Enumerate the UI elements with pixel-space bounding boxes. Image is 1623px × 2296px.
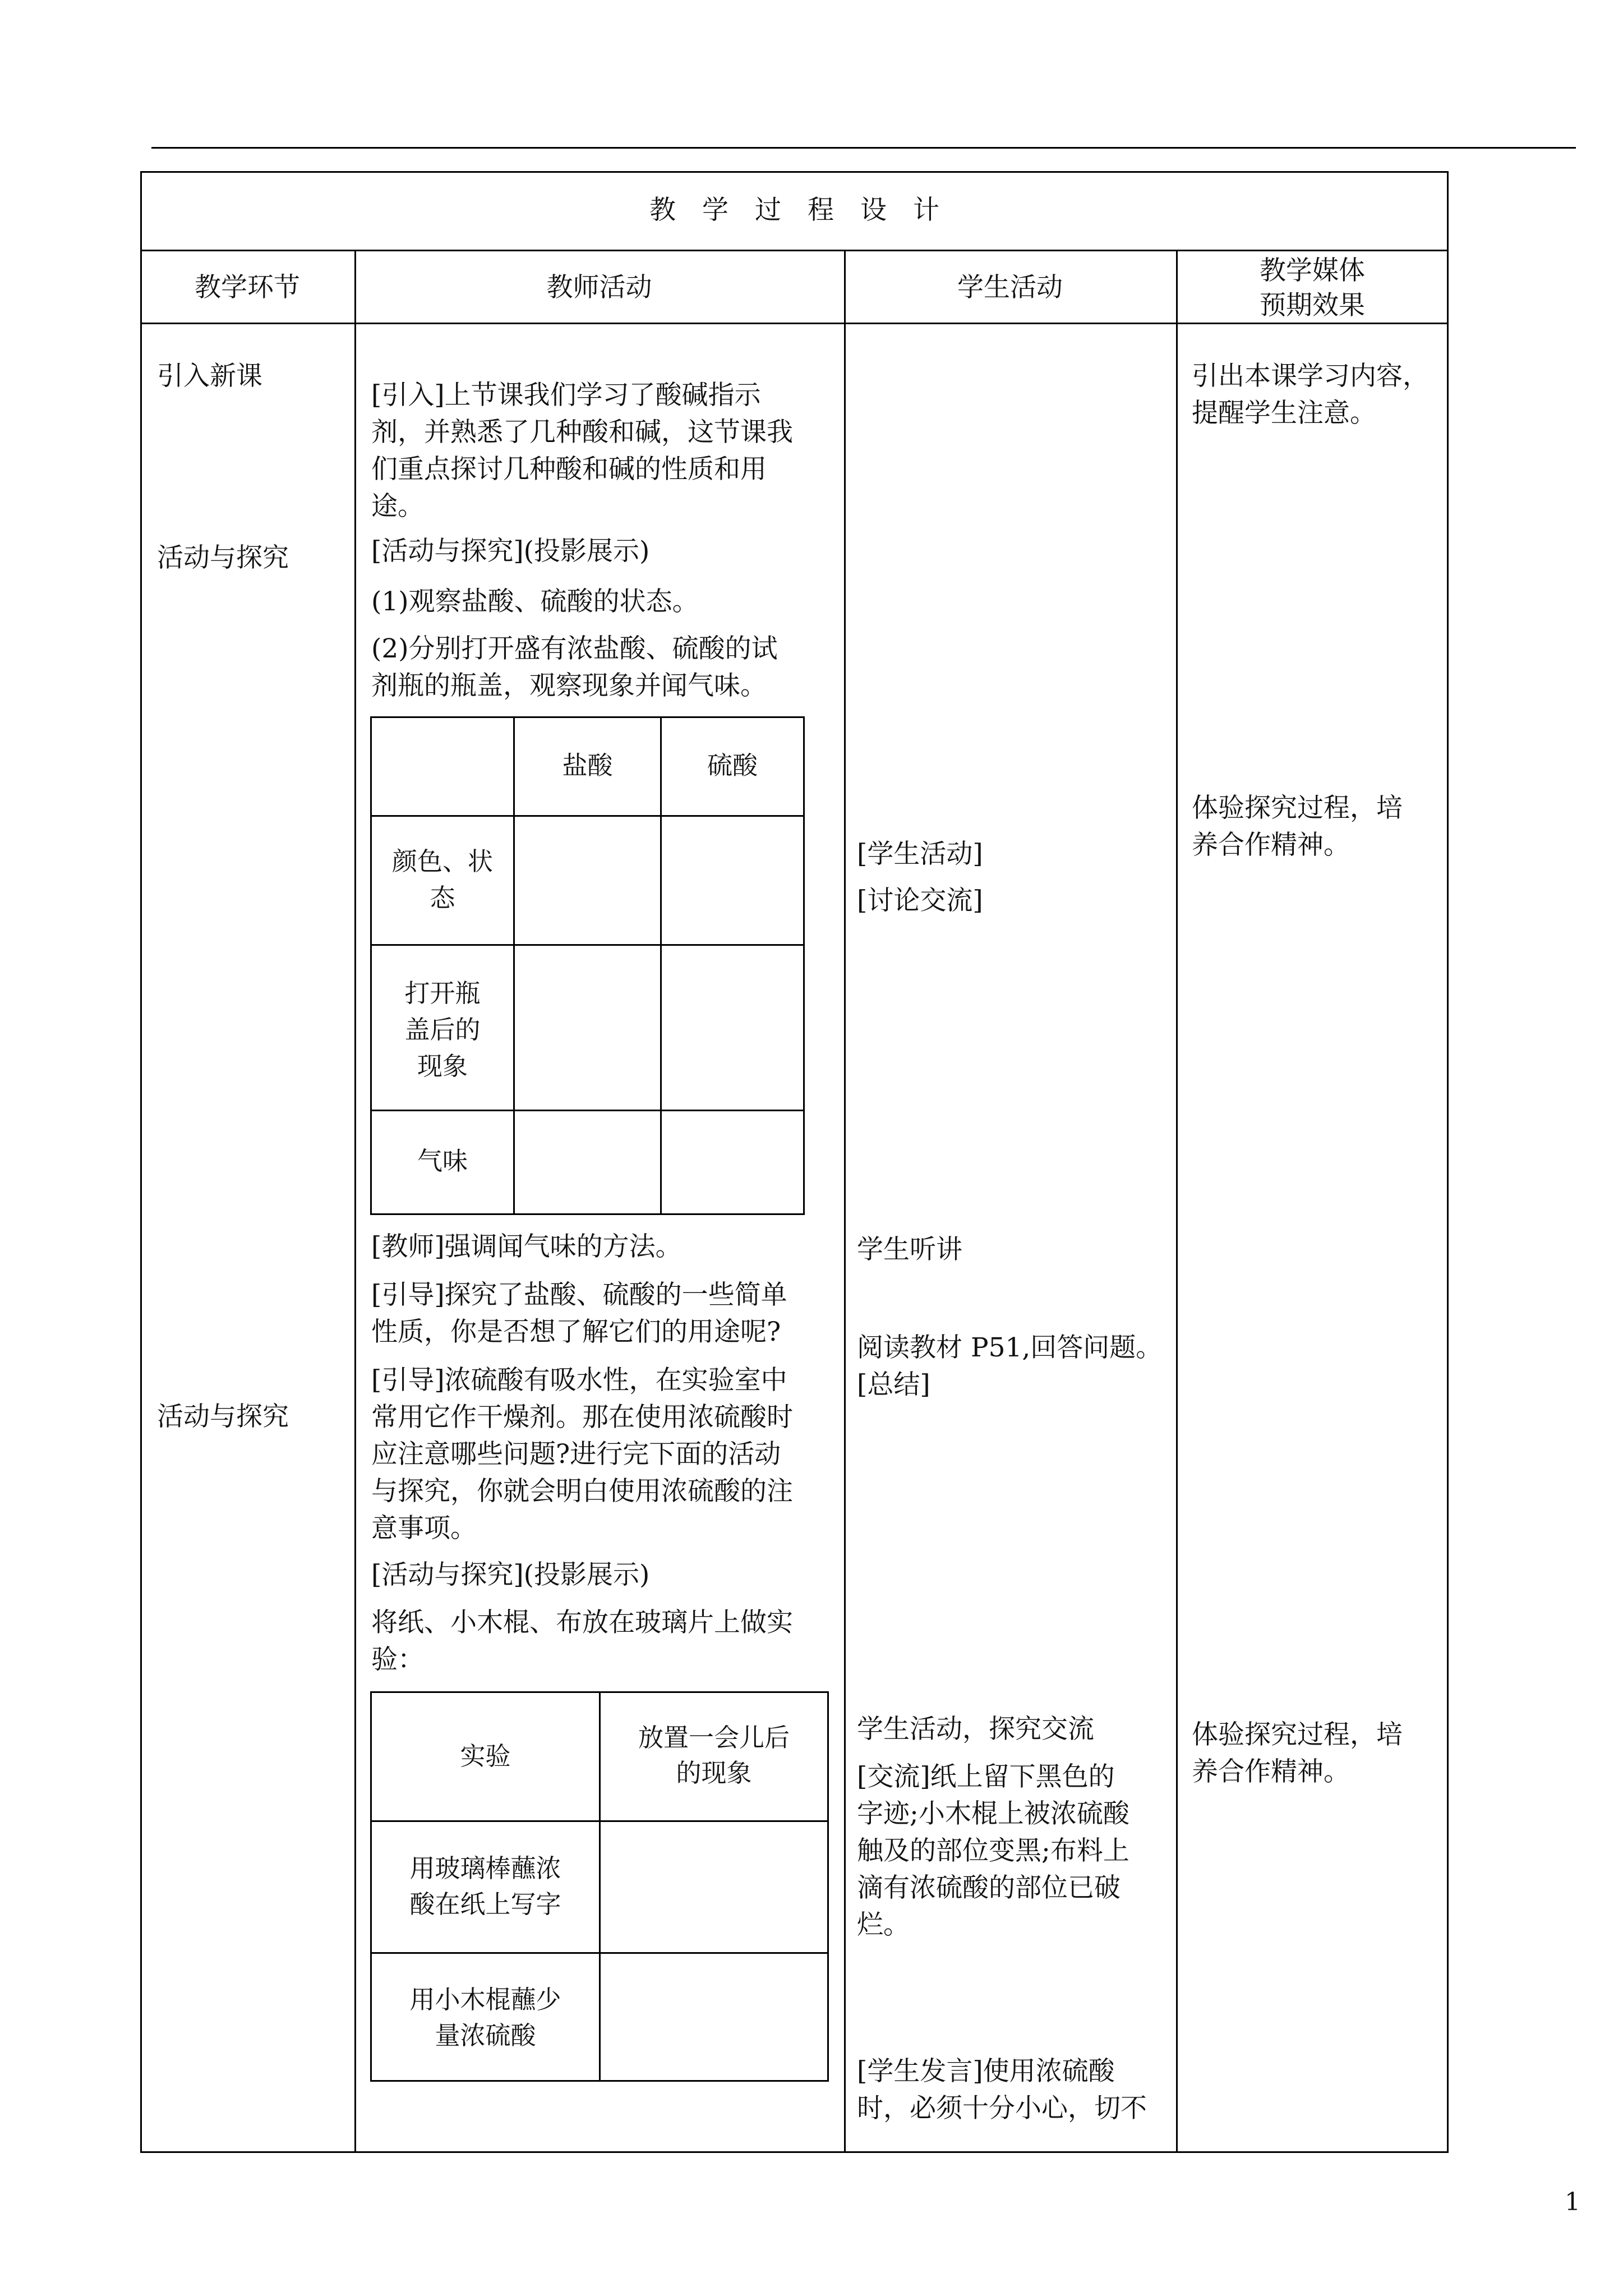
activity1-step2-line2: 剂瓶的瓶盖，观察现象并闻气味。 xyxy=(371,670,767,701)
activity2-title: [活动与探究](投影展示) xyxy=(371,1559,650,1590)
student-exchange-line2: 字迹;小木棍上被浓硫酸 xyxy=(857,1798,1129,1829)
t1-row1-label-line2: 态 xyxy=(430,883,455,913)
t1-line-h4 xyxy=(370,1213,805,1215)
t2-row2-label-line1: 用小木棍蘸少 xyxy=(409,1985,561,2014)
t1-row2-label-line3: 现象 xyxy=(417,1051,468,1081)
guide2-line1: [引导]浓硫酸有吸水性，在实验室中 xyxy=(371,1365,787,1396)
header-student: 学生活动 xyxy=(957,272,1063,303)
page-number: 1 xyxy=(1565,2188,1580,2216)
stage-activity-1: 活动与探究 xyxy=(157,542,289,573)
media-effect2-line2: 养合作精神。 xyxy=(1192,830,1350,861)
guide1-line2: 性质，你是否想了解它们的用途呢? xyxy=(371,1317,781,1347)
col-divider-2 xyxy=(844,250,846,2153)
media-effect1-line1: 引出本课学习内容， xyxy=(1192,361,1429,392)
t1-row1-label-line1: 颜色、状 xyxy=(391,846,493,876)
t2-header-experiment: 实验 xyxy=(460,1741,511,1771)
teacher-note: [教师]强调闻气味的方法。 xyxy=(371,1231,682,1262)
activity1-step1: (1)观察盐酸、硫酸的状态。 xyxy=(371,586,699,617)
header-media-line2: 预期效果 xyxy=(1260,290,1365,321)
media-effect3-line1: 体验探究过程，培 xyxy=(1192,1719,1403,1750)
t1-line-h0 xyxy=(370,716,805,718)
student-read: 阅读教材 P51,回答问题。 xyxy=(857,1332,1163,1363)
header-teacher: 教师活动 xyxy=(546,272,652,303)
student-discuss: [讨论交流] xyxy=(857,885,983,916)
t1-line-h2 xyxy=(370,944,805,946)
col-divider-3 xyxy=(1176,250,1178,2153)
student-explore: 学生活动，探究交流 xyxy=(857,1714,1094,1745)
guide2-line3: 应注意哪些问题?进行完下面的活动 xyxy=(371,1439,781,1470)
t2-line-v2 xyxy=(827,1691,829,2082)
student-exchange-line3: 触及的部位变黑;布料上 xyxy=(857,1835,1129,1866)
t1-line-v0 xyxy=(370,716,372,1215)
stage-activity-2: 活动与探究 xyxy=(157,1401,289,1432)
student-exchange-line4: 滴有浓硫酸的部位已破 xyxy=(857,1872,1121,1903)
media-effect3-line2: 养合作精神。 xyxy=(1192,1756,1350,1787)
activity2-intro-line2: 验： xyxy=(371,1644,424,1675)
t2-row2-label-line2: 量浓硫酸 xyxy=(435,2021,536,2050)
student-speak-line2: 时，必须十分小心，切不 xyxy=(857,2093,1147,2124)
header-media-line1: 教学媒体 xyxy=(1260,255,1365,286)
header-stage: 教学环节 xyxy=(195,272,300,303)
table-title-divider xyxy=(140,250,1449,251)
activity2-intro-line1: 将纸、小木棍、布放在玻璃片上做实 xyxy=(371,1607,793,1638)
t2-header-result-line2: 的现象 xyxy=(676,1758,752,1788)
teacher-intro-line1: [引入]上节课我们学习了酸碱指示 xyxy=(371,380,761,411)
student-exchange-line1: [交流]纸上留下黑色的 xyxy=(857,1761,1115,1792)
student-exchange-line5: 烂。 xyxy=(857,1910,910,1940)
t1-line-v1 xyxy=(513,716,515,1215)
student-listen: 学生听讲 xyxy=(857,1234,962,1265)
guide1-line1: [引导]探究了盐酸、硫酸的一些简单 xyxy=(371,1280,787,1310)
t2-header-result-line1: 放置一会儿后 xyxy=(638,1723,790,1752)
guide2-line5: 意事项。 xyxy=(371,1513,477,1544)
t1-header-hcl: 盐酸 xyxy=(562,751,613,780)
t1-line-h1 xyxy=(370,815,805,817)
teacher-intro-line3: 们重点探讨几种酸和碱的性质和用 xyxy=(371,454,767,485)
table-border-top xyxy=(140,171,1449,173)
table-border-bottom xyxy=(140,2151,1449,2153)
table-title: 教 学 过 程 设 计 xyxy=(649,195,939,226)
teacher-intro-line4: 途。 xyxy=(371,491,424,522)
media-effect1-line2: 提醒学生注意。 xyxy=(1192,398,1376,429)
guide2-line4: 与探究，你就会明白使用浓硫酸的注 xyxy=(371,1476,793,1507)
table-border-left xyxy=(140,171,142,2153)
teacher-intro-line2: 剂，并熟悉了几种酸和碱，这节课我 xyxy=(371,417,793,448)
student-activity: [学生活动] xyxy=(857,839,983,869)
t2-row1-label-line2: 酸在纸上写字 xyxy=(409,1889,561,1919)
t1-line-v2 xyxy=(660,716,662,1215)
header-rule xyxy=(151,147,1576,149)
t1-row3-label: 气味 xyxy=(417,1146,468,1176)
guide2-line2: 常用它作干燥剂。那在使用浓硫酸时 xyxy=(371,1402,793,1433)
student-summary: [总结] xyxy=(857,1369,930,1400)
stage-intro: 引入新课 xyxy=(157,361,262,392)
col-divider-1 xyxy=(354,250,356,2153)
t1-line-h3 xyxy=(370,1110,805,1111)
t1-row2-label-line1: 打开瓶 xyxy=(404,978,481,1008)
t1-header-h2so4: 硫酸 xyxy=(707,751,758,780)
t1-line-v3 xyxy=(803,716,805,1215)
activity1-step2-line1: (2)分别打开盛有浓盐酸、硫酸的试 xyxy=(371,633,778,664)
activity1-title: [活动与探究](投影展示) xyxy=(371,536,650,567)
student-speak-line1: [学生发言]使用浓硫酸 xyxy=(857,2056,1115,2087)
t2-row1-label-line1: 用玻璃棒蘸浓 xyxy=(409,1853,561,1883)
media-effect2-line1: 体验探究过程，培 xyxy=(1192,793,1403,823)
t1-row2-label-line2: 盖后的 xyxy=(404,1015,481,1045)
table-border-right xyxy=(1447,171,1449,2153)
